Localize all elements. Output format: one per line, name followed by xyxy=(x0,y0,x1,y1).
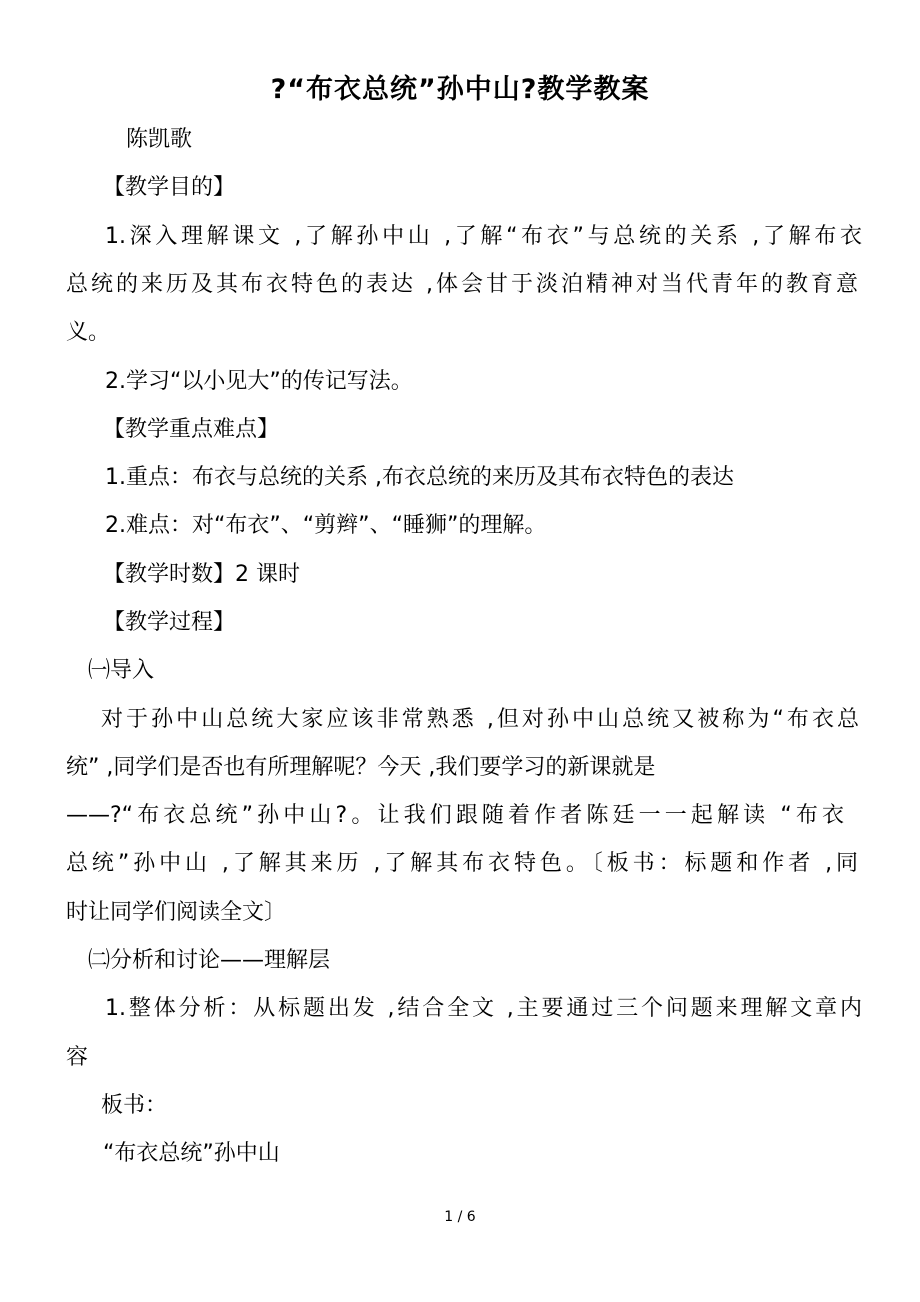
paragraph-line: “布衣总统”孙中山 xyxy=(103,1141,280,1166)
paragraph-line: 1.深入理解课文 ,了解孙中山 ,了解“布衣”与总统的关系 ,了解布衣 xyxy=(105,224,862,249)
paragraph-line: 容 xyxy=(66,1045,89,1070)
paragraph-line: ——?“布衣总统”孙中山?。让我们跟随着作者陈廷一一起解读 “布衣 xyxy=(66,803,844,828)
paragraph-line: 统” ,同学们是否也有所理解呢？今天 ,我们要学习的新课就是 xyxy=(66,755,656,780)
paragraph-line: 1.整体分析：从标题出发 ,结合全文 ,主要通过三个问题来理解文章内 xyxy=(105,996,862,1021)
paragraph-line: 时让同学们阅读全文〕 xyxy=(66,900,287,925)
section-heading-objectives: 【教学目的】 xyxy=(103,175,236,200)
paragraph-line: 2.学习“以小见大”的传记写法。 xyxy=(105,369,413,394)
subsection-heading: ㈡分析和讨论——理解层 xyxy=(88,948,331,973)
paragraph-line: 2.难点：对“布衣”、“剪辫”、“睡狮”的理解。 xyxy=(105,513,547,538)
paragraph-line: 义。 xyxy=(66,320,111,345)
paragraph-line: 总统”孙中山 ,了解其来历 ,了解其布衣特色。〔板书：标题和作者 ,同 xyxy=(66,851,858,876)
paragraph-line: 总统的来历及其布衣特色的表达 ,体会甘于淡泊精神对当代青年的教育意 xyxy=(66,272,858,297)
paragraph-line: 板书： xyxy=(101,1093,168,1118)
subsection-heading: ㈠导入 xyxy=(88,658,155,683)
paragraph-line: 对于孙中山总统大家应该非常熟悉 ,但对孙中山总统又被称为“布衣总 xyxy=(101,707,859,732)
section-heading-process: 【教学过程】 xyxy=(103,610,236,635)
page-number: 1 / 6 xyxy=(444,1209,476,1225)
author-name: 陈凯歌 xyxy=(126,127,193,152)
document-title: ?“布衣总统”孙中山?教学教案 xyxy=(270,74,650,105)
section-heading-hours: 【教学时数】2 课时 xyxy=(103,562,300,587)
paragraph-line: 1.重点：布衣与总统的关系 ,布衣总统的来历及其布衣特色的表达 xyxy=(105,465,734,490)
section-heading-key-points: 【教学重点难点】 xyxy=(103,417,280,442)
